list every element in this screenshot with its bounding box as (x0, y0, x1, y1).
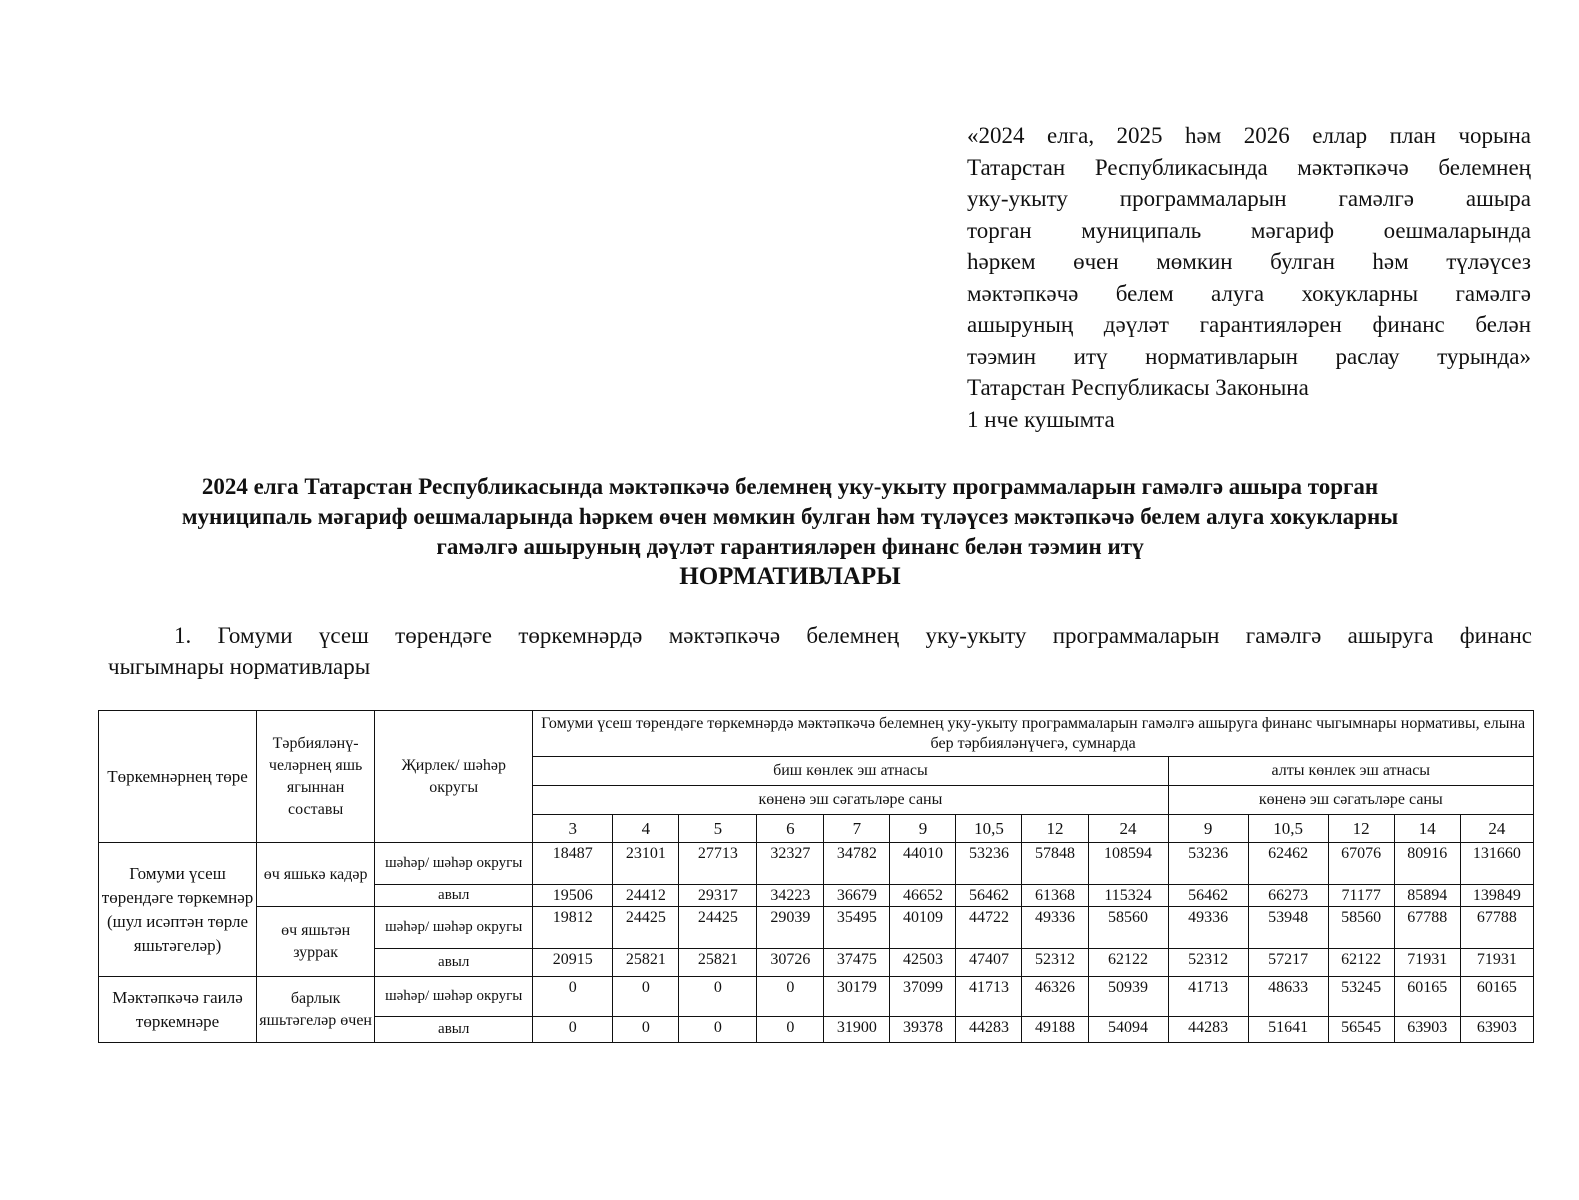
hours-col-six: 12 (1328, 815, 1394, 843)
value-cell: 60165 (1460, 977, 1533, 1017)
annex-line: һәркем өчен мөмкин булган һәм түләүсез (967, 249, 1531, 274)
value-cell: 25821 (679, 949, 757, 977)
header-hours-five: көненә эш сәгатьләре саны (533, 786, 1168, 815)
hours-col-five: 3 (533, 815, 613, 843)
value-cell: 49336 (1168, 907, 1248, 949)
value-cell: 131660 (1460, 843, 1533, 885)
annex-line: торган муниципаль мәгариф оешмаларында (967, 217, 1531, 243)
area-cell: шәһәр/ шәһәр округы (375, 977, 533, 1017)
hours-col-five: 24 (1088, 815, 1168, 843)
value-cell: 25821 (613, 949, 679, 977)
value-cell: 80916 (1394, 843, 1460, 885)
annex-line: тәэмин итү нормативларын раслау турында» (967, 343, 1531, 369)
annex-reference (967, 120, 1531, 435)
value-cell: 20915 (533, 949, 613, 977)
header-six-day: алты көнлек эш атнасы (1168, 757, 1533, 786)
value-cell: 56462 (1168, 885, 1248, 907)
value-cell: 34223 (757, 885, 824, 907)
value-cell: 71931 (1460, 949, 1533, 977)
annex-line: Татарстан Республикасы Законына (967, 375, 1309, 400)
value-cell: 53236 (1168, 843, 1248, 885)
value-cell: 53236 (956, 843, 1022, 885)
hours-col-five: 9 (890, 815, 956, 843)
value-cell: 139849 (1460, 885, 1533, 907)
table-row (99, 843, 1534, 885)
value-cell: 51641 (1248, 1017, 1328, 1043)
value-cell: 115324 (1088, 885, 1168, 907)
value-cell: 62122 (1088, 949, 1168, 977)
value-cell: 0 (613, 1017, 679, 1043)
value-cell: 66273 (1248, 885, 1328, 907)
value-cell: 0 (757, 1017, 824, 1043)
value-cell: 37475 (824, 949, 890, 977)
value-cell: 49188 (1022, 1017, 1088, 1043)
value-cell: 44722 (956, 907, 1022, 949)
value-cell: 57217 (1248, 949, 1328, 977)
value-cell: 23101 (613, 843, 679, 885)
value-cell: 48633 (1248, 977, 1328, 1017)
value-cell: 62462 (1248, 843, 1328, 885)
value-cell: 30179 (824, 977, 890, 1017)
value-cell: 0 (533, 977, 613, 1017)
value-cell: 30726 (757, 949, 824, 977)
value-cell: 63903 (1460, 1017, 1533, 1043)
value-cell: 42503 (890, 949, 956, 977)
annex-line: ашыруның дәүләт гарантияләрен финанс белән (967, 312, 1531, 337)
table-row (99, 977, 1534, 1017)
annex-number: 1 нче кушымта (967, 406, 1115, 432)
header-caption: Гомуми үсеш төрендәге төркемнәрдә мәктәпкәчә белемнең уку-укыту программаларын гамәлгә ашыруга финанс чыгымнары нормативы, елына бер тәрбияләнүчегә, сумнарда (533, 711, 1534, 757)
hours-col-five: 5 (679, 815, 757, 843)
annex-line: Татарстан Республикасында мәктәпкәчә белемнең (967, 154, 1531, 180)
hours-col-six: 14 (1394, 815, 1460, 843)
value-cell: 58560 (1088, 907, 1168, 949)
section-title-line: 1. Гомуми үсеш төрендәге төркемнәрдә мәктәпкәчә белемнең уку-укыту программаларын гамәлгә ашыруга финанс (174, 623, 1532, 648)
value-cell: 35495 (824, 907, 890, 949)
value-cell: 52312 (1168, 949, 1248, 977)
age-cell: өч яшьтән зуррак (257, 907, 375, 977)
value-cell: 53948 (1248, 907, 1328, 949)
section-title (108, 620, 1532, 682)
value-cell: 71931 (1394, 949, 1460, 977)
value-cell: 0 (757, 977, 824, 1017)
age-cell: барлык яшьтәгеләр өчен (257, 977, 375, 1043)
value-cell: 27713 (679, 843, 757, 885)
section-title-line: чыгымнары нормативлары (108, 654, 371, 679)
hours-col-five: 7 (824, 815, 890, 843)
group-type-cell: Мәктәпкәчә гаилә төркемнәре (99, 977, 257, 1043)
hours-col-six: 9 (1168, 815, 1248, 843)
area-cell: авыл (375, 949, 533, 977)
value-cell: 108594 (1088, 843, 1168, 885)
value-cell: 44283 (1168, 1017, 1248, 1043)
area-cell: авыл (375, 885, 533, 907)
value-cell: 41713 (1168, 977, 1248, 1017)
hours-col-five: 4 (613, 815, 679, 843)
value-cell: 0 (533, 1017, 613, 1043)
hours-col-five: 6 (757, 815, 824, 843)
value-cell: 61368 (1022, 885, 1088, 907)
heading-line: муниципаль мәгариф оешмаларында һәркем өчен мөмкин булган һәм түләүсез мәктәпкәчә белем алуга хокукларны (181, 504, 1399, 529)
value-cell: 31900 (824, 1017, 890, 1043)
norms-table (98, 710, 1534, 1043)
value-cell: 29317 (679, 885, 757, 907)
value-cell: 24425 (679, 907, 757, 949)
group-type-cell: Гомуми үсеш төрендәге төркемнәр (шул исәптән төрле яшьтәгеләр) (99, 843, 257, 977)
value-cell: 24412 (613, 885, 679, 907)
value-cell: 63903 (1394, 1017, 1460, 1043)
value-cell: 62122 (1328, 949, 1394, 977)
hours-col-five: 10,5 (956, 815, 1022, 843)
value-cell: 46326 (1022, 977, 1088, 1017)
value-cell: 40109 (890, 907, 956, 949)
value-cell: 34782 (824, 843, 890, 885)
value-cell: 24425 (613, 907, 679, 949)
annex-line: «2024 елга, 2025 һәм 2026 еллар план чорына (967, 123, 1531, 148)
area-cell: шәһәр/ шәһәр округы (375, 907, 533, 949)
value-cell: 19506 (533, 885, 613, 907)
value-cell: 44010 (890, 843, 956, 885)
value-cell: 46652 (890, 885, 956, 907)
hours-col-six: 24 (1460, 815, 1533, 843)
value-cell: 67076 (1328, 843, 1394, 885)
header-five-day: биш көнлек эш атнасы (533, 757, 1168, 786)
value-cell: 52312 (1022, 949, 1088, 977)
value-cell: 0 (679, 977, 757, 1017)
value-cell: 85894 (1394, 885, 1460, 907)
value-cell: 0 (613, 977, 679, 1017)
value-cell: 67788 (1394, 907, 1460, 949)
header-group-type: Төркемнәрнең төре (99, 711, 257, 843)
value-cell: 41713 (956, 977, 1022, 1017)
value-cell: 19812 (533, 907, 613, 949)
hours-col-six: 10,5 (1248, 815, 1328, 843)
value-cell: 54094 (1088, 1017, 1168, 1043)
header-age: Тәрбияләнү-челәрнең яшь ягыннан составы (257, 711, 375, 843)
value-cell: 53245 (1328, 977, 1394, 1017)
heading-line: 2024 елга Татарстан Республикасында мәктәпкәчә белемнең уку-укыту программаларын гамәлгә ашыра торган (201, 474, 1379, 499)
value-cell: 56462 (956, 885, 1022, 907)
value-cell: 57848 (1022, 843, 1088, 885)
value-cell: 47407 (956, 949, 1022, 977)
value-cell: 56545 (1328, 1017, 1394, 1043)
value-cell: 37099 (890, 977, 956, 1017)
value-cell: 39378 (890, 1017, 956, 1043)
hours-col-five: 12 (1022, 815, 1088, 843)
value-cell: 60165 (1394, 977, 1460, 1017)
document-title: НОРМАТИВЛАРЫ (679, 563, 901, 590)
value-cell: 50939 (1088, 977, 1168, 1017)
value-cell: 49336 (1022, 907, 1088, 949)
annex-line: уку-укыту программаларын гамәлгә ашыра (967, 186, 1531, 211)
document-heading (60, 472, 1520, 592)
header-hours-six: көненә эш сәгатьләре саны (1168, 786, 1533, 815)
area-cell: шәһәр/ шәһәр округы (375, 843, 533, 885)
value-cell: 29039 (757, 907, 824, 949)
header-area: Җирлек/ шәһәр округы (375, 711, 533, 843)
value-cell: 36679 (824, 885, 890, 907)
value-cell: 18487 (533, 843, 613, 885)
age-cell: өч яшькә кадәр (257, 843, 375, 907)
value-cell: 32327 (757, 843, 824, 885)
value-cell: 0 (679, 1017, 757, 1043)
value-cell: 44283 (956, 1017, 1022, 1043)
annex-line: мәктәпкәчә белем алуга хокукларны гамәлгә (967, 280, 1531, 306)
value-cell: 67788 (1460, 907, 1533, 949)
value-cell: 71177 (1328, 885, 1394, 907)
heading-line: гамәлгә ашыруның дәүләт гарантияләрен финанс белән тәэмин итү (436, 534, 1144, 559)
area-cell: авыл (375, 1017, 533, 1043)
table-row (99, 907, 1534, 949)
value-cell: 58560 (1328, 907, 1394, 949)
